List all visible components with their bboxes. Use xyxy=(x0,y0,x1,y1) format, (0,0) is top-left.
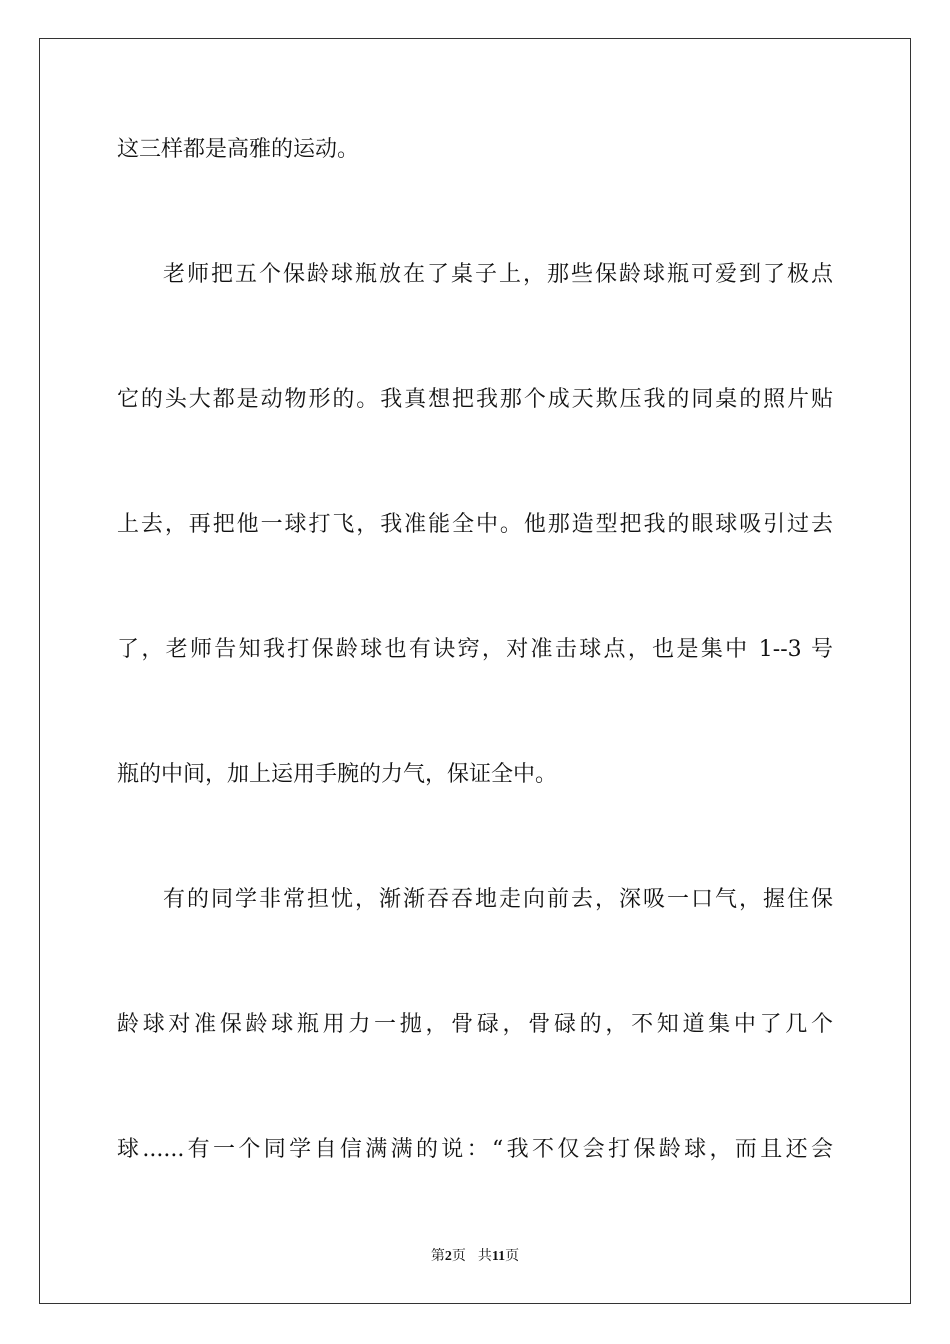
page-number xyxy=(431,1249,466,1264)
text-line-7: 有的同学非常担忧，渐渐吞吞地走向前去，深吸一口气，握住保 xyxy=(163,887,833,912)
text-line-8: 龄球对准保龄球瓶用力一抛，骨碌，骨碌的，不知道集中了几个 xyxy=(117,1012,833,1037)
total-suffix: 页 xyxy=(505,1249,520,1264)
page-total xyxy=(478,1249,519,1264)
text-line-2: 老师把五个保龄球瓶放在了桌子上，那些保龄球瓶可爱到了极点 xyxy=(163,262,833,287)
text-line-9: 球......有一个同学自信满满的说：“我不仅会打保龄球，而且还会 xyxy=(117,1137,833,1162)
total-count: 11 xyxy=(491,1249,506,1264)
text-line-3: 它的头大都是动物形的。我真想把我那个成天欺压我的同桌的照片贴 xyxy=(117,387,833,412)
page-current: 2 xyxy=(444,1249,452,1264)
page-suffix: 页 xyxy=(451,1249,466,1264)
total-prefix: 共 xyxy=(477,1249,492,1264)
page-footer xyxy=(0,1248,950,1266)
text-line-4: 上去，再把他一球打飞，我准能全中。他那造型把我的眼球吸引过去 xyxy=(117,512,833,537)
page-border xyxy=(39,38,911,1304)
text-line-5: 了，老师告知我打保龄球也有诀窍，对准击球点，也是集中 1--3 号 xyxy=(117,637,833,662)
text-line-1: 这三样都是高雅的运动。 xyxy=(117,137,360,162)
page-prefix: 第 xyxy=(430,1249,445,1264)
text-line-6: 瓶的中间，加上运用手腕的力气，保证全中。 xyxy=(117,762,558,787)
